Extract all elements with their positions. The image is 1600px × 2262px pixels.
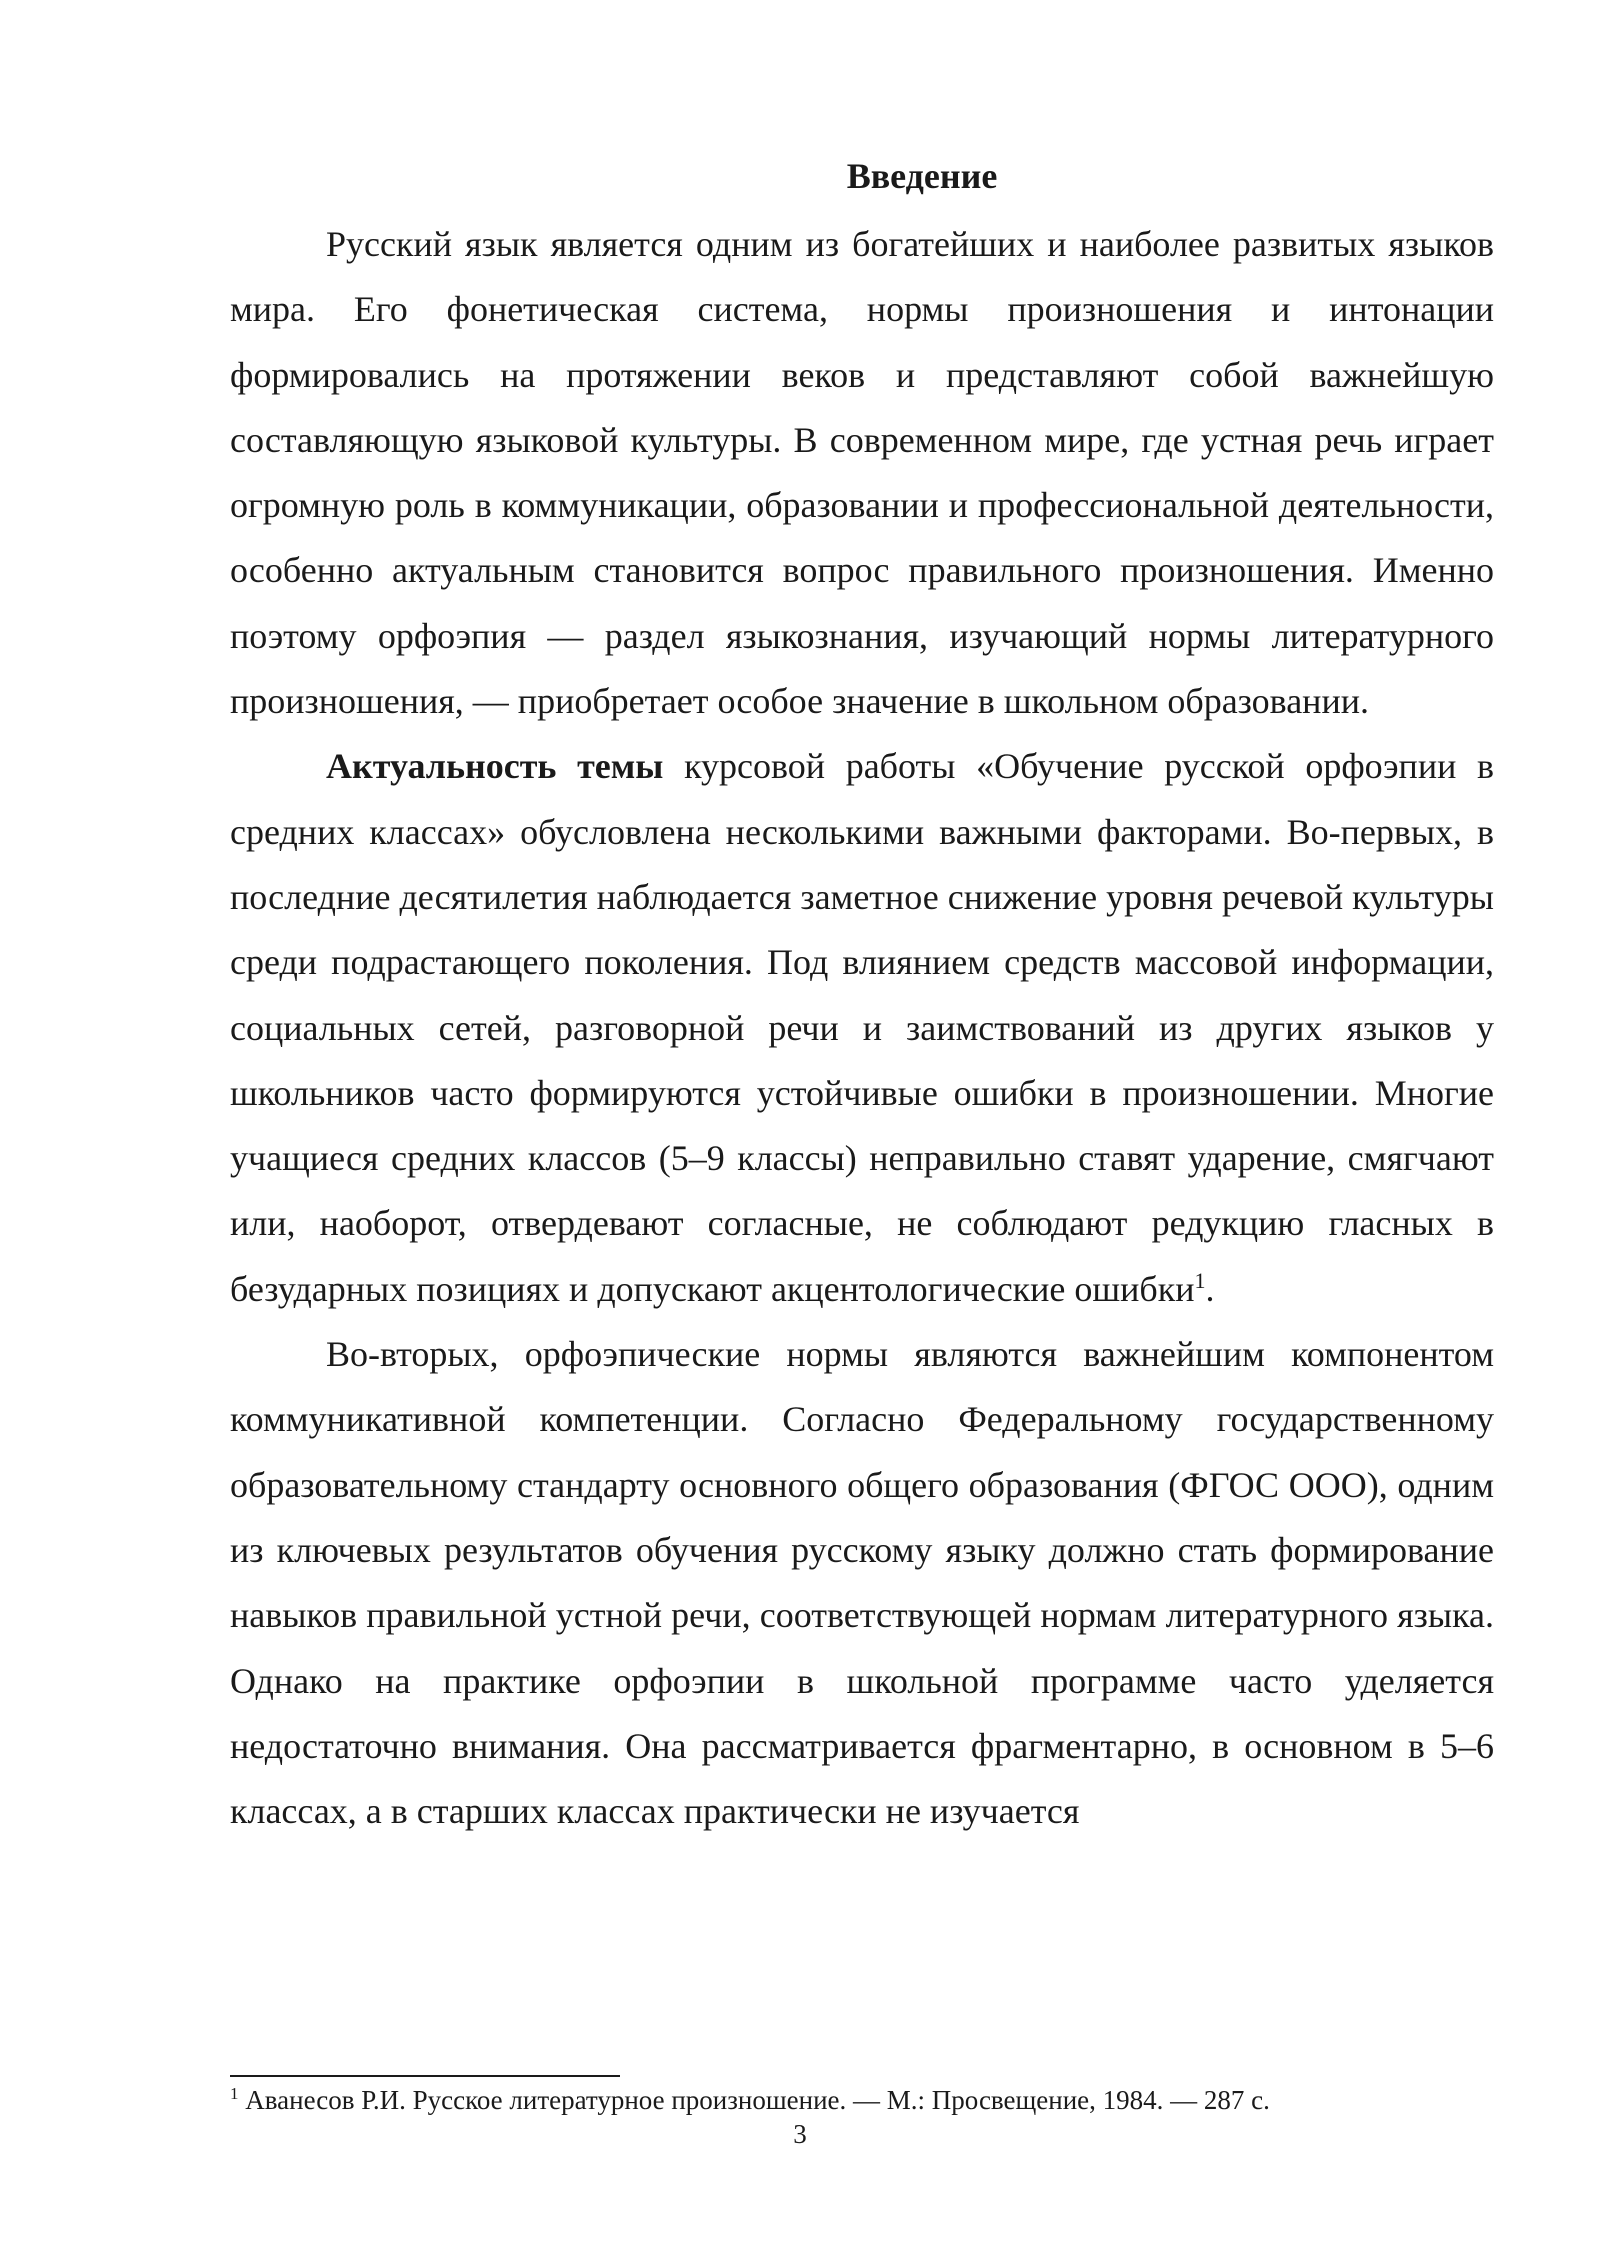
relevance-bold-lead: Актуальность темы (326, 746, 664, 787)
paragraph-intro-text: Русский язык является одним из богатейших и наиболее развитых языков мира. Его фонетическая система, нормы произношения и интонации формировались на протяжении веков и представляют собой важнейшую составляющую языковой культуры. В современном мире, где устная речь играет огромную роль в коммуникации, образовании и профессиональной деятельности, особенно актуальным становится вопрос правильного произношения. Именно поэтому орфоэпия — раздел языкознания, изучающий нормы литературного произношения, — приобретает особое значение в школьном образовании. (230, 224, 1494, 722)
paragraph-second-factor-text: Во-вторых, орфоэпические нормы являются важнейшим компонентом коммуникативной компетенции. Согласно Федеральному государственному образовательному стандарту основного общего образования (ФГОС ООО), одним из ключевых результатов обучения русскому языку должно стать формирование навыков правильной устной речи, соответствующей нормам литературного языка. Однако на практике орфоэпии в школьной программе часто уделяется недостаточно внимания. Она рассматривается фрагментарно, в основном в 5–6 классах, а в старших классах практически не изучается (230, 1334, 1494, 1832)
paragraph-relevance-tail: . (1205, 1268, 1215, 1309)
footnote-separator (230, 2075, 620, 2077)
page-body (230, 140, 1494, 1844)
footnote-mark: 1 (230, 2084, 239, 2103)
page-number: 3 (793, 2119, 807, 2149)
paragraph-second-factor (230, 1322, 1494, 1844)
footnote (230, 2082, 1494, 2118)
paragraph-intro (230, 212, 1494, 734)
section-heading: Введение (846, 156, 998, 196)
paragraph-relevance (230, 734, 1494, 1322)
footnote-text: Аванесов Р.И. Русское литературное произношение. — М.: Просвещение, 1984. — 287 с. (238, 2085, 1270, 2115)
footnote-reference[interactable]: 1 (1194, 1267, 1206, 1293)
paragraph-relevance-text: курсовой работы «Обучение русской орфоэпии в средних классах» обусловлена несколькими важными факторами. Во-первых, в последние десятилетия наблюдается заметное снижение уровня речевой культуры среди подрастающего поколения. Под влиянием средств массовой информации, социальных сетей, разговорной речи и заимствований из других языков у школьников часто формируются устойчивые ошибки в произношении. Многие учащиеся средних классов (5–9 классы) неправильно ставят ударение, смягчают или, наоборот, отвердевают согласные, не соблюдают редукцию гласных в безударных позициях и допускают акцентологические ошибки (230, 746, 1494, 1309)
